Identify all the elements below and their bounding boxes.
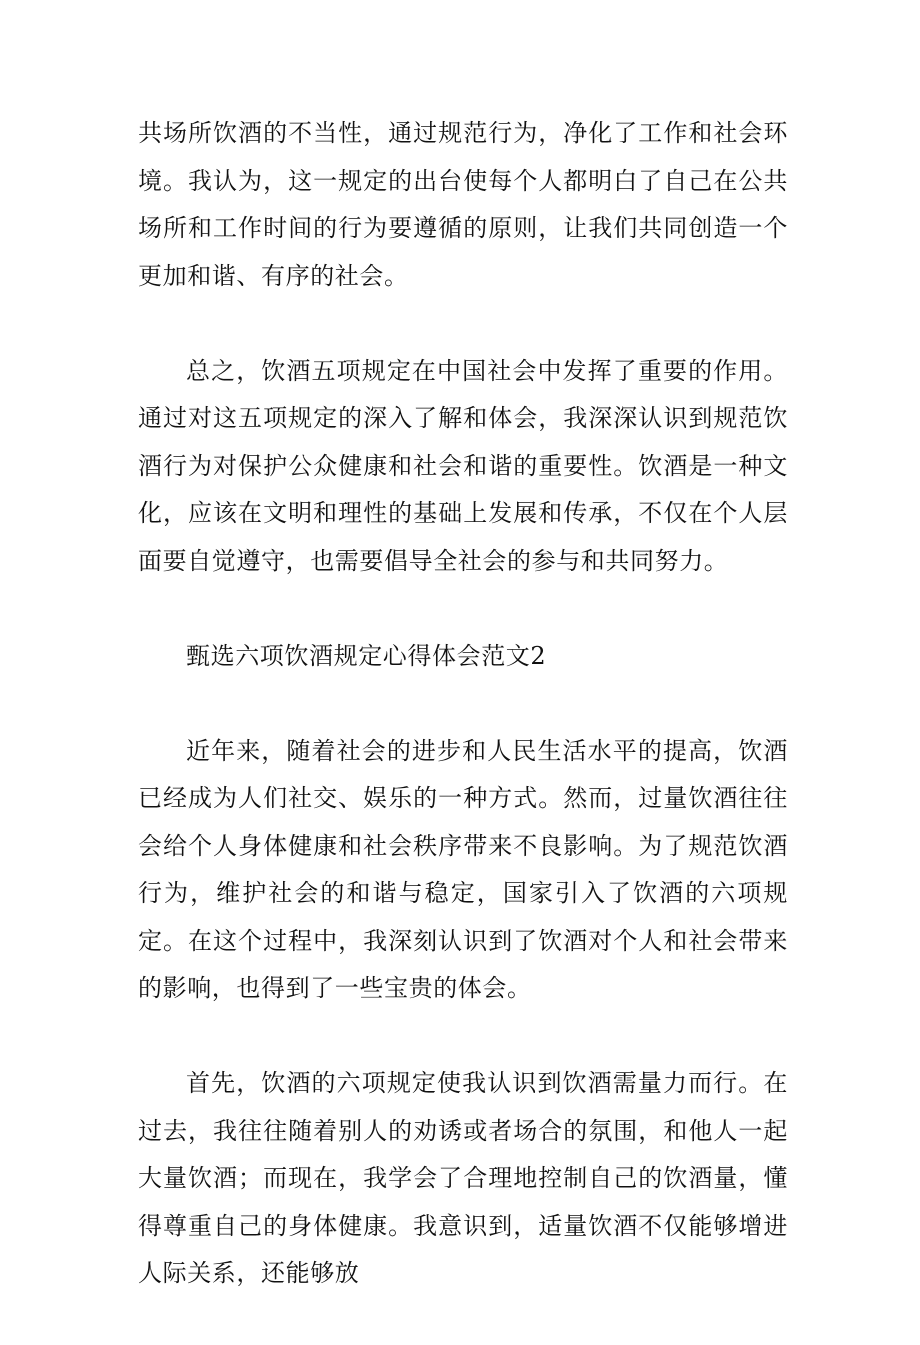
paragraph-intro: 近年来，随着社会的进步和人民生活水平的提高，饮酒已经成为人们社交、娱乐的一种方式。然而，过量饮酒往往会给个人身体健康和社会秩序带来不良影响。为了规范饮酒行为，维护社会的和谐与稳定，国家引入了饮酒的六项规定。在这个过程中，我深刻认识到了饮酒对个人和社会带来的影响，也得到了一些宝贵的体会。 <box>138 736 788 1002</box>
paragraph-summary: 总之，饮酒五项规定在中国社会中发挥了重要的作用。通过对这五项规定的深入了解和体会，我深深认识到规范饮酒行为对保护公众健康和社会和谐的重要性。饮酒是一种文化，应该在文明和理性的基础上发展和传承，不仅在个人层面要自觉遵守，也需要倡导全社会的参与和共同努力。 <box>138 356 788 575</box>
section-heading: 甄选六项饮酒规定心得体会范文2 <box>186 641 547 670</box>
document-body <box>138 110 788 1345</box>
paragraph-first-point: 首先，饮酒的六项规定使我认识到饮酒需量力而行。在过去，我往往随着别人的劝诱或者场合的氛围，和他人一起大量饮酒；而现在，我学会了合理地控制自己的饮酒量，懂得尊重自己的身体健康。我意识到，适量饮酒不仅能够增进人际关系，还能够放 <box>138 1069 788 1287</box>
paragraph-continuation: 共场所饮酒的不当性，通过规范行为，净化了工作和社会环境。我认为，这一规定的出台使每个人都明白了自己在公共场所和工作时间的行为要遵循的原则，让我们共同创造一个更加和谐、有序的社会。 <box>138 119 788 290</box>
